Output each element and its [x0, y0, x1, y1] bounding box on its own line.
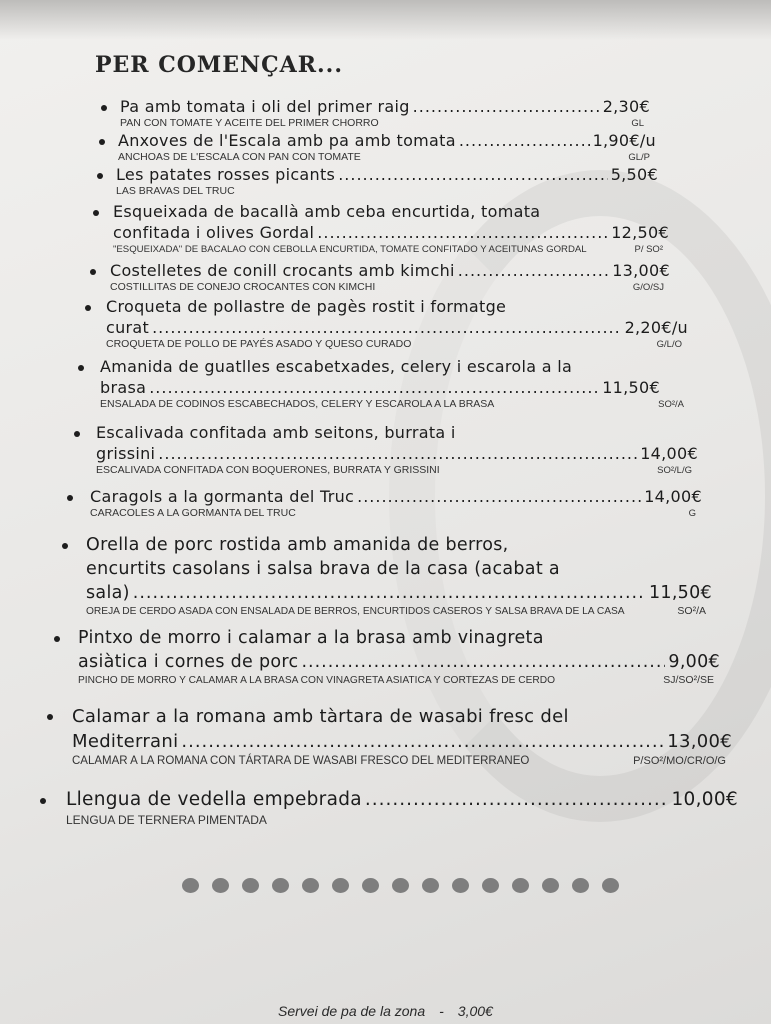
- menu-item: [100, 356, 692, 411]
- item-name-line: Escalivada confitada amb seitons, burrata i: [96, 423, 456, 442]
- item-description: ANCHOAS DE L'ESCALA CON PAN CON TOMATE: [118, 151, 361, 163]
- item-price: 14,00€: [640, 444, 698, 463]
- bullet-icon: [40, 798, 46, 804]
- item-description: PAN CON TOMATE Y ACEITE DEL PRIMER CHORRO: [120, 117, 379, 129]
- dot-icon: [362, 878, 379, 893]
- item-name: Les patates rosses picants: [116, 165, 336, 184]
- item-allergens: GL/P: [628, 152, 650, 163]
- item-price: 9,00€: [668, 652, 720, 672]
- menu-item: [118, 130, 656, 164]
- item-name: Costelletes de conill crocants amb kimchi: [110, 261, 455, 280]
- bullet-icon: [67, 495, 73, 501]
- menu-item: [72, 704, 732, 769]
- menu-item: [116, 164, 658, 198]
- bullet-icon: [78, 365, 84, 371]
- item-name-line: Pintxo de morro i calamar a la brasa amb vinagreta: [78, 628, 544, 648]
- dot-icon: [572, 878, 589, 893]
- dot-icon: [212, 878, 229, 893]
- item-allergens: G: [688, 508, 696, 519]
- item-price: 2,20€/u: [624, 318, 688, 337]
- item-price: 2,30€: [602, 97, 650, 116]
- bullet-icon: [54, 636, 60, 642]
- item-name: Mediterrani: [72, 731, 179, 752]
- item-name: Pa amb tomata i oli del primer raig: [120, 97, 410, 116]
- item-name-line: Esqueixada de bacallà amb ceba encurtida, tomata: [113, 202, 541, 221]
- item-description: ESCALIVADA CONFITADA CON BOQUERONES, BURRATA Y GRISSINI: [96, 464, 440, 476]
- bullet-icon: [74, 431, 80, 437]
- item-description: ENSALADA DE CODINOS ESCABECHADOS, CELERY Y ESCAROLA A LA BRASA: [100, 398, 495, 410]
- footer-label: Servei de pa de la zona: [278, 1003, 426, 1019]
- item-name-line: Croqueta de pollastre de pagès rostit i formatge: [106, 297, 507, 316]
- dot-icon: [302, 878, 319, 893]
- bullet-icon: [99, 139, 105, 145]
- item-price: 12,50€: [611, 223, 669, 242]
- bread-service-footer: [278, 1003, 493, 1019]
- menu-item: [113, 201, 669, 256]
- item-price: 1,90€/u: [592, 131, 656, 150]
- decorative-dots: [182, 878, 619, 893]
- item-name: curat: [106, 318, 150, 337]
- footer-price: 3,00€: [457, 1003, 493, 1019]
- item-name: confitada i olives Gordal: [113, 223, 315, 242]
- item-description: COSTILLITAS DE CONEJO CROCANTES CON KIMCHI: [110, 281, 376, 293]
- dot-icon: [182, 878, 199, 893]
- menu-item: [96, 422, 698, 477]
- item-allergens: GL: [631, 118, 644, 129]
- item-description: CALAMAR A LA ROMANA CON TÁRTARA DE WASABI FRESCO DEL MEDITERRANEO: [72, 755, 530, 767]
- bullet-icon: [97, 173, 103, 179]
- menu-item: [86, 533, 712, 618]
- item-description: CROQUETA DE POLLO DE PAYÉS ASADO Y QUESO CURADO: [106, 338, 412, 350]
- dot-icon: [332, 878, 349, 893]
- menu-item: [106, 296, 688, 351]
- dot-icon: [542, 878, 559, 893]
- menu-item: [120, 96, 650, 130]
- item-price: 14,00€: [644, 487, 702, 506]
- dot-icon: [422, 878, 439, 893]
- item-allergens: SJ/SO²/SE: [663, 674, 714, 686]
- item-name: Caragols a la gormanta del Truc: [90, 487, 355, 506]
- menu-item: [66, 787, 738, 828]
- item-description: CARACOLES A LA GORMANTA DEL TRUC: [90, 507, 296, 519]
- item-name-line: Orella de porc rostida amb amanida de berros,: [86, 535, 509, 555]
- dot-icon: [272, 878, 289, 893]
- dot-icon: [392, 878, 409, 893]
- item-description: OREJA DE CERDO ASADA CON ENSALADA DE BERROS, ENCURTIDOS CASEROS Y SALSA BRAVA DE LA CASA: [86, 606, 625, 617]
- item-allergens: SO²/A: [677, 605, 706, 617]
- bullet-icon: [47, 714, 53, 720]
- item-description: "ESQUEIXADA" DE BACALAO CON CEBOLLA ENCURTIDA, TOMATE CONFITADO Y ACEITUNAS GORDAL: [113, 244, 587, 255]
- bullet-icon: [90, 269, 96, 275]
- item-name-line: Calamar a la romana amb tàrtara de wasabi fresc del: [72, 706, 569, 727]
- item-description: LENGUA DE TERNERA PIMENTADA: [66, 813, 267, 827]
- item-price: 11,50€: [648, 583, 712, 603]
- menu-item: [78, 626, 720, 687]
- item-allergens: SO²/A: [658, 399, 684, 410]
- footer-separator: -: [439, 1003, 444, 1019]
- item-name: brasa: [100, 378, 147, 397]
- dot-icon: [242, 878, 259, 893]
- dot-icon: [452, 878, 469, 893]
- item-price: 13,00€: [667, 731, 732, 752]
- section-title: PER COMENÇAR...: [95, 52, 343, 78]
- item-name: asiàtica i cornes de porc: [78, 652, 299, 672]
- item-name-line: Amanida de guatlles escabetxades, celery i escarola a la: [100, 357, 573, 376]
- item-description: LAS BRAVAS DEL TRUC: [116, 185, 235, 197]
- bullet-icon: [62, 543, 68, 549]
- item-allergens: P/ SO²: [634, 244, 663, 255]
- item-allergens: [652, 185, 658, 198]
- dot-icon: [512, 878, 529, 893]
- item-description: PINCHO DE MORRO Y CALAMAR A LA BRASA CON VINAGRETA ASIATICA Y CORTEZAS DE CERDO: [78, 675, 556, 686]
- menu-item: [110, 260, 670, 294]
- item-price: 11,50€: [602, 378, 660, 397]
- item-price: 10,00€: [671, 789, 738, 810]
- item-allergens: G/L/O: [656, 339, 682, 350]
- item-name: grissini: [96, 444, 156, 463]
- item-name-line: encurtits casolans i salsa brava de la casa (acabat a: [86, 559, 560, 579]
- item-name: Anxoves de l'Escala amb pa amb tomata: [118, 131, 456, 150]
- bullet-icon: [85, 305, 91, 311]
- item-price: 13,00€: [612, 261, 670, 280]
- item-name: sala): [86, 583, 130, 603]
- item-allergens: SO²/L/G: [657, 465, 692, 476]
- item-allergens: P/SO²/MO/CR/O/G: [633, 755, 726, 767]
- dot-icon: [482, 878, 499, 893]
- item-price: 5,50€: [610, 165, 658, 184]
- item-allergens: G/O/SJ: [632, 282, 664, 293]
- bullet-icon: [101, 105, 107, 111]
- dot-icon: [602, 878, 619, 893]
- menu-item: [90, 486, 702, 520]
- item-allergens: [732, 813, 738, 828]
- item-name: Llengua de vedella empebrada: [66, 789, 362, 810]
- bullet-icon: [93, 210, 99, 216]
